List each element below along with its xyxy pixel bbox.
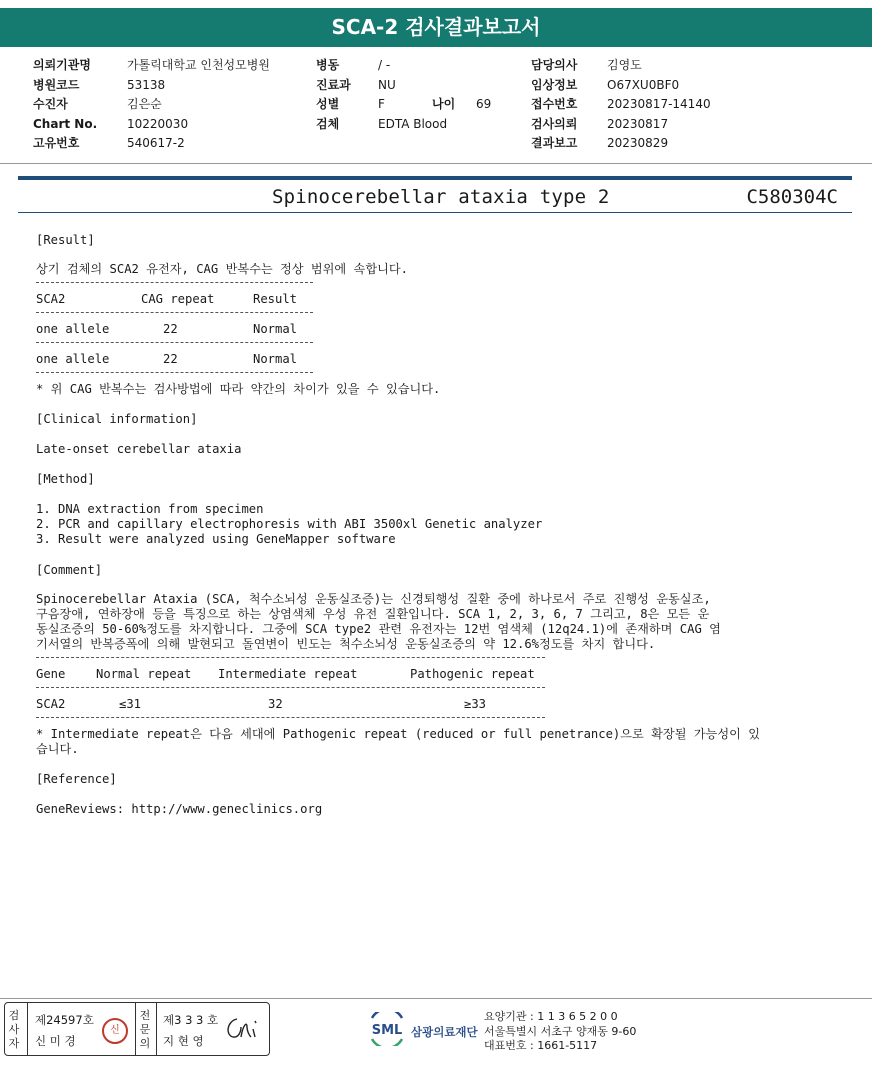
header-label: 접수번호 [531,97,578,111]
header-row-request-date [531,115,711,135]
result-summary: 상기 검체의 SCA2 유전자, CAG 반복수는 정상 범위에 속합니다. [36,262,408,276]
header-column-2 [316,56,492,134]
header-value: 10220030 [127,116,189,131]
table-divider [36,312,313,313]
table-divider [36,717,545,718]
signature-mark [223,1013,263,1045]
test-name: Spinocerebellar ataxia type 2 [272,186,610,208]
method-step: 2. PCR and capillary electrophoresis with ABI 3500xl Genetic analyzer [36,517,543,531]
header-value: 가톨릭대학교 인천성모병원 [127,58,270,72]
header-row-unique-no [33,134,270,154]
footer-divider [0,998,872,999]
comment-line: 기서열의 반복증폭에 의해 발현되고 돌연변이 빈도는 척수소뇌성 운동실조증의 약 12.6%정도를 차지 합니다. [36,637,656,651]
header-row-report-date [531,134,711,154]
header-row-chart-no [33,115,270,135]
header-label: 진료과 [316,77,351,92]
header-row-clinical-info [531,76,711,96]
table-divider [36,657,545,658]
repeat-cell-pathogenic: ≥33 [464,697,487,711]
test-code: C580304C [746,186,838,208]
table-divider [36,687,545,688]
reference-link[interactable]: GeneReviews: http://www.geneclinics.org [36,802,323,816]
reference-heading: [Reference] [36,772,117,786]
header-label: 성별 [316,97,340,111]
repeat-cell-intermediate: 32 [268,697,283,711]
result-cell-repeat: 22 [163,322,178,336]
header-divider [0,163,872,164]
header-row-institution [33,56,270,76]
repeat-col-header: Normal repeat [96,667,192,681]
result-heading: [Result] [36,233,95,247]
report-title: SCA-2 검사결과보고서 [0,8,872,47]
header-value: NU [378,77,396,92]
repeat-col-header: Intermediate repeat [218,667,358,681]
result-cell-result: Normal [253,352,298,366]
header-row-hospital-code [33,76,270,96]
section-rule-top [18,176,852,180]
method-step: 1. DNA extraction from specimen [36,502,264,516]
method-step: 3. Result were analyzed using GeneMapper software [36,532,396,546]
comment-line: Spinocerebellar Ataxia (SCA, 척수소뇌성 운동실조증)는 신경퇴행성 질환 중에 하나로서 주로 진행성 운동실조, [36,592,711,606]
header-column-1 [33,56,270,154]
header-label: 병동 [316,58,340,72]
clinical-heading: [Clinical information] [36,412,198,426]
header-row-receipt-no [531,95,711,115]
header-value: 20230829 [607,136,669,150]
header-label: 의뢰기관명 [33,58,91,72]
result-col-header: Result [253,292,298,306]
result-cell-repeat: 22 [163,352,178,366]
specialist-number: 제3 3 3 호 [163,1013,219,1027]
header-label: 검사의뢰 [531,116,578,131]
header-label: 병원코드 [33,77,80,92]
tester-name: 신 미 경 [35,1034,76,1048]
repeat-col-header: Gene [36,667,66,681]
header-value: / - [378,58,391,72]
clinical-text: Late-onset cerebellar ataxia [36,442,242,456]
repeat-cell-gene: SCA2 [36,697,66,711]
tester-label: 검사자 [8,1009,20,1050]
header-value: 540617-2 [127,136,185,150]
header-label: 검체 [316,116,340,131]
signature-divider [156,1003,157,1055]
result-col-header: CAG repeat [141,292,215,306]
seal-stamp: 신 [102,1018,128,1044]
header-value: 53138 [127,77,166,92]
section-rule-bottom [18,212,852,213]
header-label: Chart No. [33,116,98,131]
age-label: 나이 [432,97,456,111]
header-value: 김은순 [127,97,162,111]
signature-box [4,1002,270,1056]
result-note: * 위 CAG 반복수는 검사방법에 따라 약간의 차이가 있을 수 있습니다. [36,382,441,396]
org-phone: 대표번호 : 1661-5117 [484,1039,598,1052]
header-row-patient [33,95,270,115]
org-name: 삼광의료재단 [411,1025,478,1039]
repeat-col-header: Pathogenic repeat [410,667,535,681]
repeat-cell-normal: ≤31 [119,697,142,711]
table-divider [36,372,313,373]
org-address: 서울특별시 서초구 양재동 9-60 [484,1024,637,1038]
org-abbr: SML [371,1023,403,1038]
header-row-sex-age [316,95,492,115]
header-row-ward [316,56,447,76]
header-column-3 [531,56,711,154]
header-value: 20230817 [607,116,669,131]
specialist-label: 전문의 [139,1009,151,1050]
tester-number: 제24597호 [35,1013,94,1027]
comment-note-line: 습니다. [36,742,79,756]
header-label: 고유번호 [33,136,80,150]
header-value: 20230817-14140 [607,97,711,111]
header-label: 수진자 [33,97,68,111]
result-cell-result: Normal [253,322,298,336]
signature-divider [135,1003,136,1055]
header-row-department [316,76,447,96]
age-value: 69 [476,97,492,111]
result-cell-allele: one allele [36,352,110,366]
header-label: 담당의사 [531,58,578,72]
header-value: O67XU0BF0 [607,77,680,92]
signature-divider [27,1003,28,1055]
comment-heading: [Comment] [36,563,103,577]
comment-line: 구음장애, 연하장애 등을 특징으로 하는 상염색체 우성 유전 질환입니다. SCA 1, 2, 3, 6, 7 그리고, 8은 모든 운 [36,607,710,621]
header-row-physician [531,56,711,76]
comment-line: 동실조증의 50-60%정도를 차지합니다. 그중에 SCA type2 관련 유전자는 12번 염색체 (12q24.1)에 존재하며 CAG 염 [36,622,721,636]
header-row-specimen [316,115,447,135]
org-info [484,1010,636,1054]
table-divider [36,342,313,343]
comment-note-line: * Intermediate repeat은 다음 세대에 Pathogenic repeat (reduced or full penetrance)으로 확장될 가능성이 있 [36,727,761,741]
result-cell-allele: one allele [36,322,110,336]
header-value: EDTA Blood [378,116,448,131]
header-value: F [378,97,385,111]
table-divider [36,282,313,283]
result-col-header: SCA2 [36,292,66,306]
sml-logo-icon [366,1012,408,1046]
method-heading: [Method] [36,472,95,486]
org-code: 요양기관 : 1 1 3 6 5 2 0 0 [484,1010,618,1023]
header-value: 김영도 [607,58,642,72]
header-label: 결과보고 [531,136,578,150]
specialist-name: 지 현 영 [163,1034,204,1048]
header-label: 임상정보 [531,77,578,92]
